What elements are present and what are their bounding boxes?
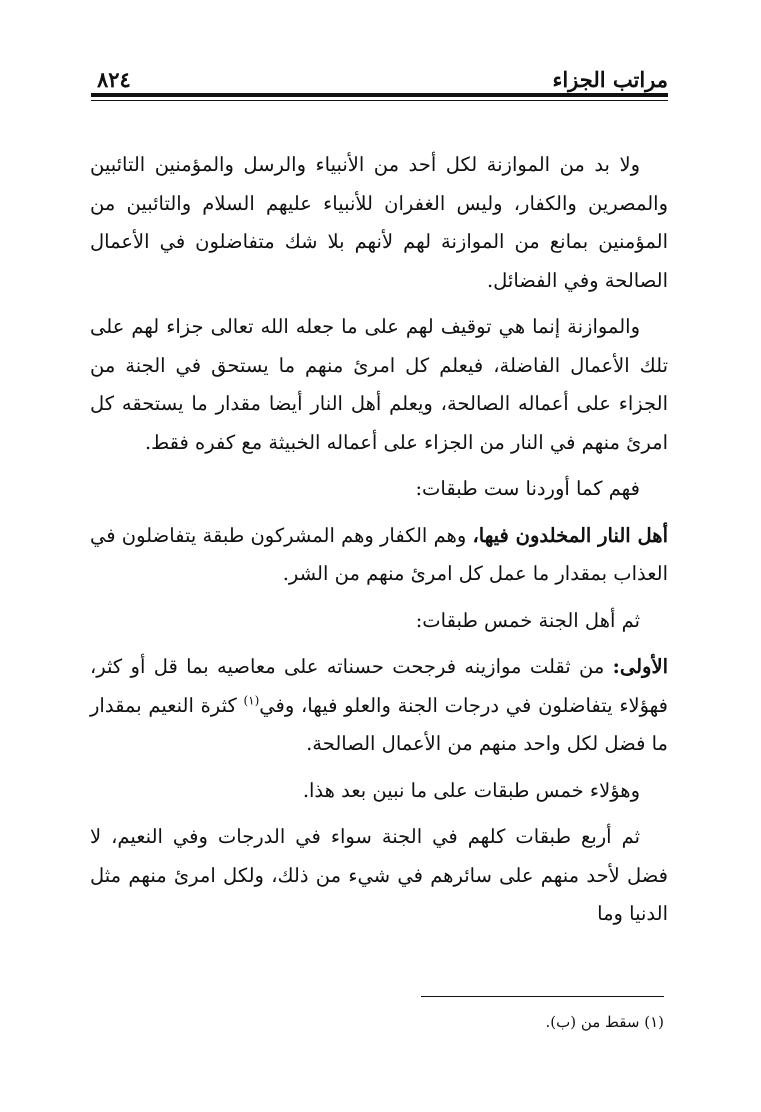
running-header — [91, 64, 668, 94]
page-number: ٨٢٤ — [97, 67, 131, 92]
paragraph-text: من ثقلت موازينه فرجحت حسناته على معاصيه بما قل أو كثر، فهؤلاء يتفاضلون في درجات الجنة والعلو فيها، وفي — [90, 655, 668, 717]
header-rule-thin — [91, 100, 668, 101]
bold-lead: أهل النار المخلدون فيها، — [472, 523, 668, 547]
chapter-title: مراتب الجزاء — [552, 67, 668, 92]
body-text — [90, 146, 668, 942]
paragraph: والموازنة إنما هي توقيف لهم على ما جعله الله تعالى جزاء لهم على تلك الأعمال الفاضلة، فيعلم كل امرئ منهم ما يستحق في الجنة من الجزاء على أعماله الصالحة، ويعلم أهل النار أيضا مقدار ما يستحقه كل امرئ منهم في النار من الجزاء على أعماله الخبيثة مع كفره فقط. — [90, 315, 668, 454]
paragraph: ثم أهل الجنة خمس طبقات: — [415, 608, 640, 632]
footnote-separator — [421, 996, 664, 997]
header-rule-thick — [91, 93, 668, 97]
paragraph: ثم أربع طبقات كلهم في الجنة سواء في الدرجات وفي النعيم، لا فضل لأحد منهم على سائرهم في شيء من ذلك، ولكل امرئ منهم مثل الدنيا وما — [90, 825, 668, 925]
bold-lead: الأولى: — [612, 655, 668, 678]
footnote-reference[interactable]: (١) — [243, 693, 260, 707]
paragraph: فهم كما أوردنا ست طبقات: — [415, 477, 640, 500]
paragraph — [90, 517, 668, 594]
paragraph-text: وهم الكفار وهم المشركون طبقة يتفاضلون في العذاب بمقدار ما عمل كل امرئ منهم من الشر. — [90, 523, 668, 585]
paragraph-text: كثرة النعيم بمقدار ما فضل لكل واحد منهم من الأعمال الصالحة. — [90, 693, 668, 755]
paragraph — [90, 648, 668, 764]
paragraph: وهؤلاء خمس طبقات على ما نبين بعد هذا. — [302, 778, 640, 802]
paragraph: ولا بد من الموازنة لكل أحد من الأنبياء والرسل والمؤمنين التائبين والمصرين والكفار، وليس الغفران للأنبياء عليهم السلام والتائبين من المؤمنين بمانع من الموازنة لهم لأنهم بلا شك متفاضلون في الأعمال الصالحة وفي الفضائل. — [90, 153, 668, 292]
footnote: (١) سقط من (ب). — [545, 1013, 664, 1031]
